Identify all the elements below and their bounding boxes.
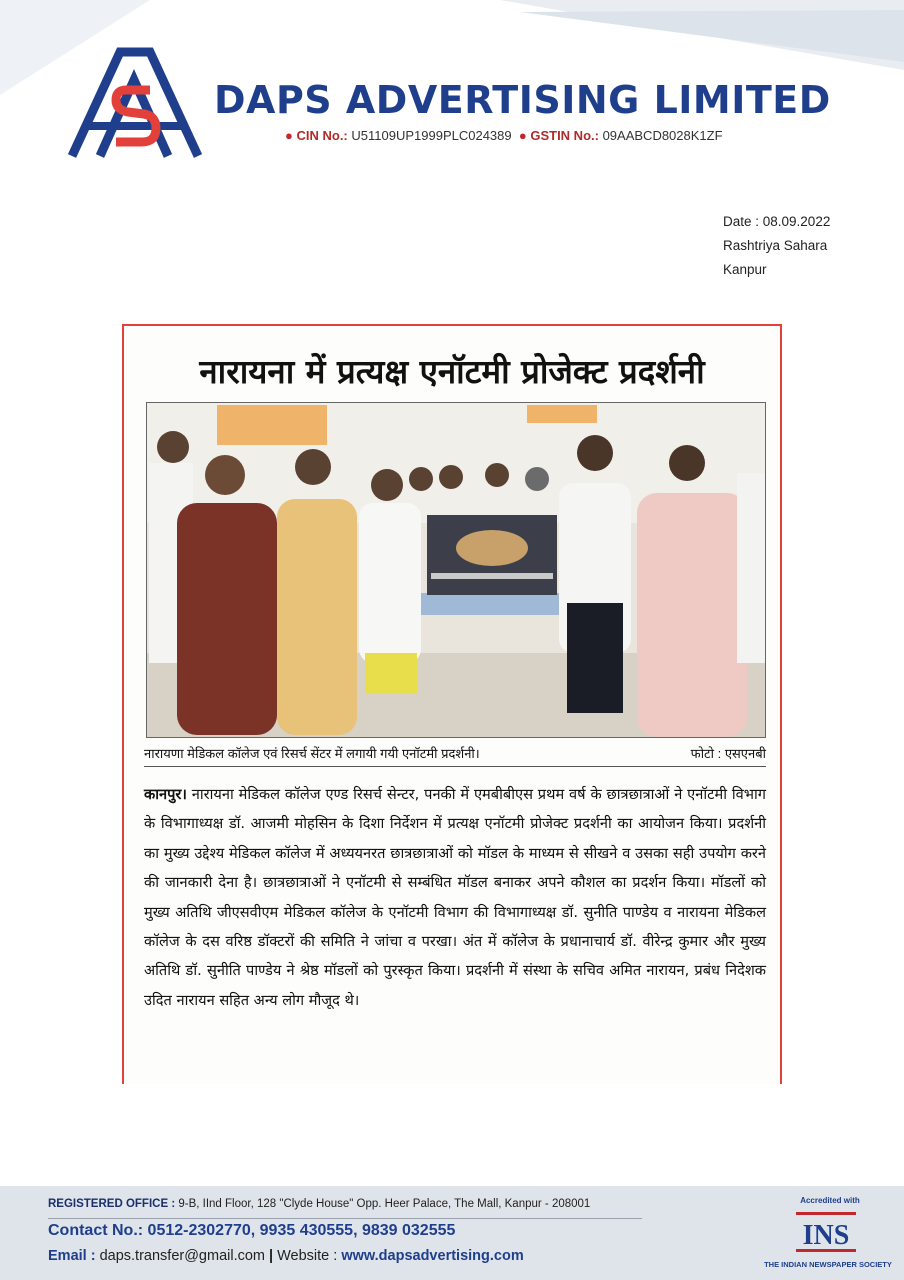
article-headline: नारायना में प्रत्यक्ष एनॉटमी प्रोजेक्ट प्रदर्शनी xyxy=(199,352,705,391)
gstin-label: GSTIN No.: xyxy=(530,128,599,143)
daps-logo-icon xyxy=(66,42,204,162)
email-website-line xyxy=(48,1248,524,1264)
registration-line xyxy=(285,128,723,143)
cin-label: CIN No.: xyxy=(296,128,348,143)
footer xyxy=(0,1186,904,1280)
newspaper-clipping xyxy=(122,324,782,1084)
newspaper-name: Rashtriya Sahara xyxy=(723,238,828,253)
website-label: Website : xyxy=(277,1248,338,1264)
email-link[interactable]: daps.transfer@gmail.com xyxy=(99,1248,265,1264)
company-name: DAPS ADVERTISING LIMITED xyxy=(214,78,831,122)
bullet-icon: ● xyxy=(285,128,293,143)
email-label: Email : xyxy=(48,1248,96,1264)
accredited-label: Accredited with xyxy=(800,1196,860,1205)
clipping-date: Date : 08.09.2022 xyxy=(723,214,831,229)
photo-caption: नारायणा मेडिकल कॉलेज एवं रिसर्च सेंटर में लगायी गयी एनॉटमी प्रदर्शनी। xyxy=(144,746,480,761)
photo-credit: फोटो : एसएनबी xyxy=(690,746,766,761)
ins-logo-text: INS xyxy=(802,1220,850,1251)
gstin-value: 09AABCD8028K1ZF xyxy=(602,128,723,143)
footer-separator: | xyxy=(269,1248,274,1264)
website-link[interactable]: www.dapsadvertising.com xyxy=(341,1248,524,1264)
photo-caption-row xyxy=(144,744,766,762)
article-text: नारायना मेडिकल कॉलेज एण्ड रिसर्च सेन्टर, पनकी में एमबीबीएस प्रथम वर्ष के छात्रछात्राओं ने एनॉटमी विभाग के विभागाध्यक्ष डॉ. आजमी मोहसिन के दिशा निर्देशन में प्रत्यक्ष एनॉटमी प्रोजेक्ट प्रदर्शनी का आयोजन किया। प्रदर्शनी का मुख्य उद्देश्य मेडिकल कॉलेज में अध्ययनरत छात्रछात्राओं को मॉडल के माध्यम से सीखने व उसका सही उपयोग करने की जानकारी देना है। छात्रछात्राओं ने एनॉटमी से सम्बंधित मॉडल बनाकर अपने कौशल का प्रदर्शन किया। मॉडलों को मुख्य अतिथि जीएसवीएम मेडिकल कॉलेज के एनॉटमी विभाग की विभागाध्यक्ष डॉ. सुनीति पाण्डेय व नारायना मेडिकल कॉलेज के दस वरिष्ठ डॉक्टरों की समिति ने जांचा व परखा। अंत में कॉलेज के प्रधानाचार्य डॉ. वीरेन्द्र कुमार और मुख्य अतिथि डॉ. सुनीति पाण्डेय ने श्रेष्ठ मॉडलों को पुरस्कृत किया। प्रदर्शनी में संस्था के सचिव अमित नारायन, प्रबंध निदेशक उदित नारायन सहित अन्य लोग मौजूद थे। xyxy=(144,786,767,1009)
clipping-city: Kanpur xyxy=(723,262,767,277)
exhibition-photo xyxy=(146,402,766,738)
ins-logo-icon xyxy=(796,1210,856,1254)
office-label: REGISTERED OFFICE : xyxy=(48,1198,176,1210)
ins-name: THE INDIAN NEWSPAPER SOCIETY xyxy=(764,1260,892,1269)
clipping-meta xyxy=(723,210,830,282)
office-address: 9-B, IInd Floor, 128 "Clyde House" Opp. Heer Palace, The Mall, Kanpur - 208001 xyxy=(178,1198,591,1210)
contact-numbers: Contact No.: 0512-2302770, 9935 430555, 9839 032555 xyxy=(48,1222,456,1239)
caption-divider xyxy=(144,766,766,767)
registered-office xyxy=(48,1198,590,1210)
bullet-icon: ● xyxy=(518,128,527,143)
article-dateline: कानपुर। xyxy=(144,786,187,803)
cin-value: U51109UP1999PLC024389 xyxy=(351,128,512,143)
article-body xyxy=(144,780,766,1015)
footer-divider xyxy=(48,1218,642,1219)
